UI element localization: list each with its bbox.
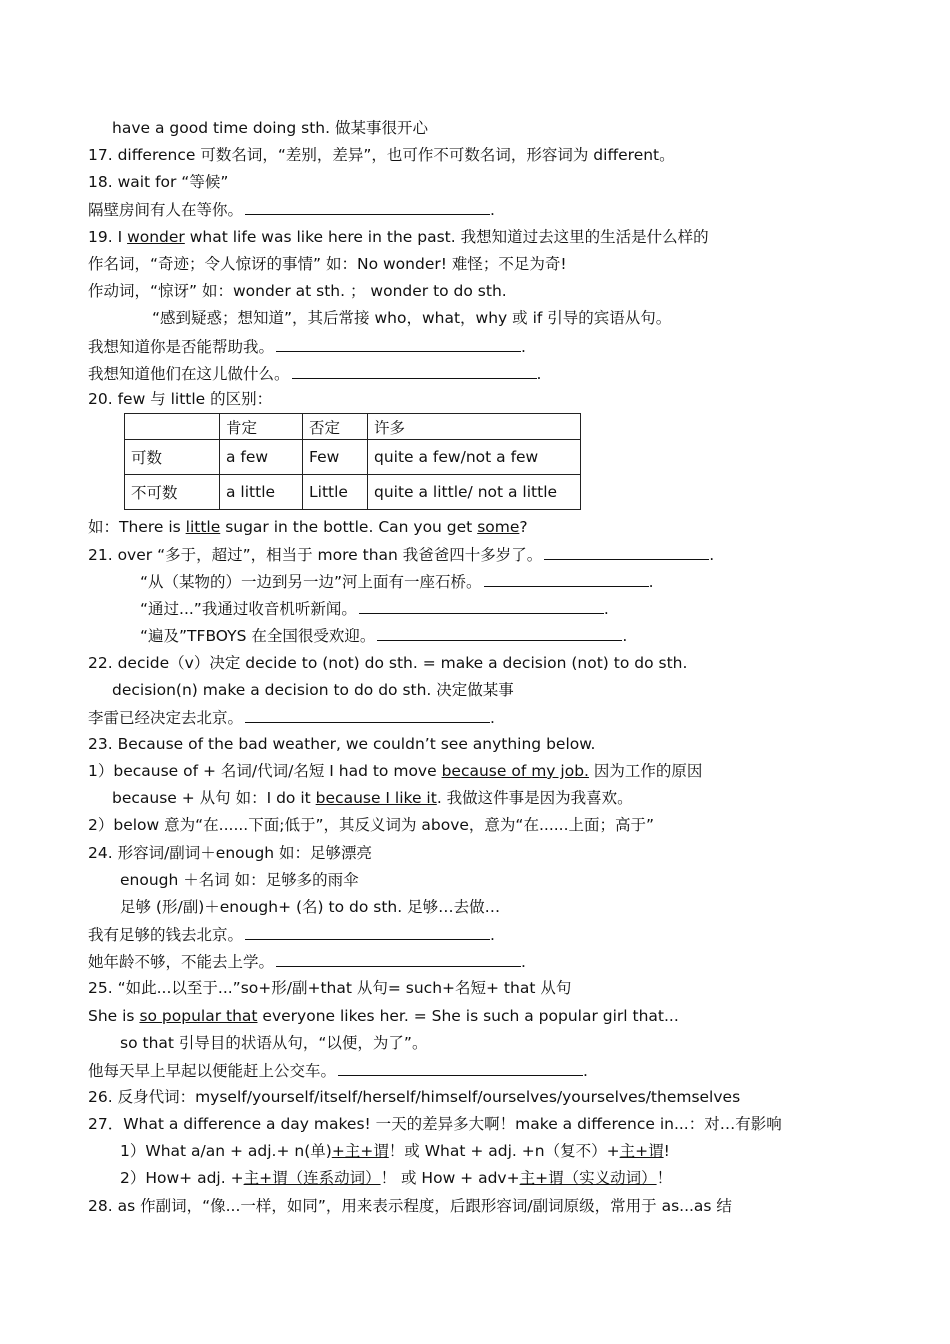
table-cell: quite a few/not a few xyxy=(368,440,581,475)
item-text: 23. Because of the bad weather, we couldn’t see anything below. xyxy=(88,735,596,753)
item-27 xyxy=(88,1111,888,1138)
item-text: ！ xyxy=(656,1169,673,1187)
item-25 xyxy=(88,975,888,1002)
item-text: 因为工作的原因 xyxy=(588,762,703,780)
period: . xyxy=(709,546,715,564)
answer-blank[interactable] xyxy=(484,568,649,587)
item-text: ? xyxy=(519,518,528,536)
exercise-line xyxy=(88,196,888,223)
exercise-line xyxy=(88,333,888,360)
exercise-prompt: 她年龄不够，不能去上学。 xyxy=(88,953,275,971)
item-text: 27．What a difference a day makes! 一天的差异多大啊！make a difference in...：对…有影响 xyxy=(88,1115,782,1133)
exercise-prompt: 隔壁房间有人在等你。 xyxy=(88,201,244,219)
item-text: 19. I xyxy=(88,228,128,246)
period: . xyxy=(648,573,654,591)
exercise-line xyxy=(140,622,940,649)
exercise-line xyxy=(88,948,888,975)
example-line xyxy=(88,1003,888,1030)
underlined-phrase: because of my job. xyxy=(441,762,589,780)
few-little-table xyxy=(124,413,581,510)
item-text: 24. 形容词/副词＋enough 如：足够漂亮 xyxy=(88,844,373,862)
exercise-prompt: “通过...”我通过收音机听新闻。 xyxy=(140,600,357,618)
answer-blank[interactable] xyxy=(359,595,604,614)
text-line xyxy=(88,278,888,305)
underlined-phrase: +主+谓 xyxy=(331,1142,389,1160)
table-cell: 不可数 xyxy=(125,475,220,510)
table-cell: 许多 xyxy=(368,414,581,440)
item-text: 20. few 与 little 的区别： xyxy=(88,390,273,408)
item-text: 1）because of + 名词/代词/名短 I had to move xyxy=(88,762,442,780)
period: . xyxy=(521,338,526,356)
period: . xyxy=(536,365,542,383)
text-line xyxy=(152,305,950,332)
item-text: decision(n) make a decision to do do sth. 决定做某事 xyxy=(112,681,514,699)
underlined-phrase: 主+谓（连系动词） xyxy=(243,1169,381,1187)
answer-blank[interactable] xyxy=(276,333,521,352)
item-text: 18. wait for “等候” xyxy=(88,173,229,191)
item-text: sugar in the bottle. Can you get xyxy=(220,518,478,536)
table-cell: 否定 xyxy=(303,414,368,440)
text-line xyxy=(120,894,920,921)
item-text: She is xyxy=(88,1007,140,1025)
item-text: 作名词，“奇迹；令人惊讶的事情” 如：No wonder! 难怪；不足为奇! xyxy=(88,255,567,273)
item-text: 如：There is xyxy=(88,518,186,536)
answer-blank[interactable] xyxy=(276,948,521,967)
item-20 xyxy=(88,386,888,413)
exercise-prompt: 他每天早上早起以便能赶上公交车。 xyxy=(88,1062,337,1080)
answer-blank[interactable] xyxy=(245,704,490,723)
answer-blank[interactable] xyxy=(292,360,537,379)
table-cell: 可数 xyxy=(125,440,220,475)
period: . xyxy=(603,600,609,618)
item-text: 22. decide（v）决定 decide to (not) do sth. = make a decision (not) to do sth. xyxy=(88,654,688,672)
text-line xyxy=(120,1165,920,1192)
text-line xyxy=(88,812,888,839)
underlined-word: little xyxy=(185,518,221,536)
item-text: 足够 (形/副)＋enough+ (名) to do sth. 足够…去做… xyxy=(120,898,501,916)
period: . xyxy=(490,201,495,219)
exercise-prompt: 我想知道你是否能帮助我。 xyxy=(88,338,275,356)
exercise-prompt: “遍及”TFBOYS 在全国很受欢迎。 xyxy=(140,627,376,645)
item-text: . 我做这件事是因为我喜欢。 xyxy=(436,789,633,807)
underlined-phrase: because I like it xyxy=(315,789,437,807)
item-text: 1）What a/an + adj.+ n(单) xyxy=(120,1142,332,1160)
text-line xyxy=(120,867,920,894)
answer-blank[interactable] xyxy=(377,622,622,641)
item-text: enough ＋名词 如：足够多的雨伞 xyxy=(120,871,359,889)
item-23 xyxy=(88,731,888,758)
text-line xyxy=(88,251,888,278)
answer-blank[interactable] xyxy=(245,921,490,940)
item-17 xyxy=(88,142,888,169)
item-text: so that 引导目的状语从句，“以便，为了”。 xyxy=(120,1034,428,1052)
item-text: 2）How+ adj. + xyxy=(120,1169,244,1187)
item-text: ! xyxy=(663,1142,670,1160)
underlined-phrase: so popular that xyxy=(139,1007,258,1025)
text-line xyxy=(112,785,912,812)
exercise-line xyxy=(88,360,888,387)
exercise-prompt: 21. over “多于，超过”，相当于 more than 我爸爸四十多岁了。 xyxy=(88,546,543,564)
item-text: 作动词，“惊讶” 如：wonder at sth. ； wonder to do sth. xyxy=(88,282,507,300)
text-line xyxy=(88,758,888,785)
exercise-prompt: 李雷已经决定去北京。 xyxy=(88,709,244,727)
item-22 xyxy=(88,650,888,677)
exercise-line xyxy=(140,568,940,595)
table-cell xyxy=(125,414,220,440)
item-text: 26. 反身代词：myself/yourself/itself/herself/himself/ourselves/yourselves/themselves xyxy=(88,1088,741,1106)
text-line xyxy=(120,1138,920,1165)
period: . xyxy=(622,627,628,645)
item-24 xyxy=(88,840,888,867)
period: . xyxy=(490,709,495,727)
exercise-line xyxy=(88,704,888,731)
table-row xyxy=(125,440,581,475)
item-text: 25. “如此...以至于...”so+形/副+that 从句= such+名短+ that 从句 xyxy=(88,979,572,997)
exercise-prompt: 我想知道他们在这儿做什么。 xyxy=(88,365,290,383)
table-header-row xyxy=(125,414,581,440)
item-text: ！ 或 How + adv+ xyxy=(380,1169,520,1187)
item-18 xyxy=(88,169,888,196)
text-line xyxy=(112,677,912,704)
item-text: 28. as 作副词，“像...一样，如同”，用来表示程度，后跟形容词/副词原级，常用于 as...as 结 xyxy=(88,1197,732,1215)
exercise-line xyxy=(88,1057,888,1084)
item-text: “感到疑惑；想知道”，其后常接 who，what，why 或 if 引导的宾语从句。 xyxy=(152,309,672,327)
table-cell: quite a little/ not a little xyxy=(368,475,581,510)
table-cell: a few xyxy=(220,440,303,475)
table-cell: 肯定 xyxy=(220,414,303,440)
item-text: ！或 What + adj. +n（复不）+ xyxy=(388,1142,620,1160)
item-21 xyxy=(88,541,888,568)
item-26 xyxy=(88,1084,888,1111)
item-text: what life was like here in the past. 我想知道过去这里的生活是什么样的 xyxy=(184,228,709,246)
text-line xyxy=(120,1030,920,1057)
item-text: everyone likes her. = She is such a popular girl that... xyxy=(257,1007,679,1025)
exercise-line xyxy=(140,595,940,622)
underlined-word: some xyxy=(477,518,520,536)
underlined-word: wonder xyxy=(127,228,185,246)
phrase-text: have a good time doing sth. 做某事很开心 xyxy=(112,119,428,137)
text-line xyxy=(112,115,912,142)
answer-blank[interactable] xyxy=(544,541,709,560)
item-text: because + 从句 如：I do it xyxy=(112,789,316,807)
period: . xyxy=(583,1062,588,1080)
table-cell: Few xyxy=(303,440,368,475)
exercise-prompt: 我有足够的钱去北京。 xyxy=(88,926,244,944)
exercise-line xyxy=(88,921,888,948)
item-text: 17. difference 可数名词，“差别，差异”，也可作不可数名词，形容词为 different。 xyxy=(88,146,675,164)
period: . xyxy=(490,926,495,944)
item-text: 2）below 意为“在......下面;低于”，其反义词为 above，意为“在......上面；高于” xyxy=(88,816,655,834)
underlined-phrase: 主+谓 xyxy=(619,1142,664,1160)
table-row xyxy=(125,475,581,510)
item-28 xyxy=(88,1193,888,1220)
table-cell: a little xyxy=(220,475,303,510)
table-cell: Little xyxy=(303,475,368,510)
period: . xyxy=(521,953,526,971)
example-line xyxy=(88,514,888,541)
item-19 xyxy=(88,224,888,251)
answer-blank[interactable] xyxy=(245,196,490,215)
exercise-prompt: “从（某物的）一边到另一边”河上面有一座石桥。 xyxy=(140,573,482,591)
underlined-phrase: 主+谓（实义动词） xyxy=(519,1169,657,1187)
answer-blank[interactable] xyxy=(338,1057,583,1076)
